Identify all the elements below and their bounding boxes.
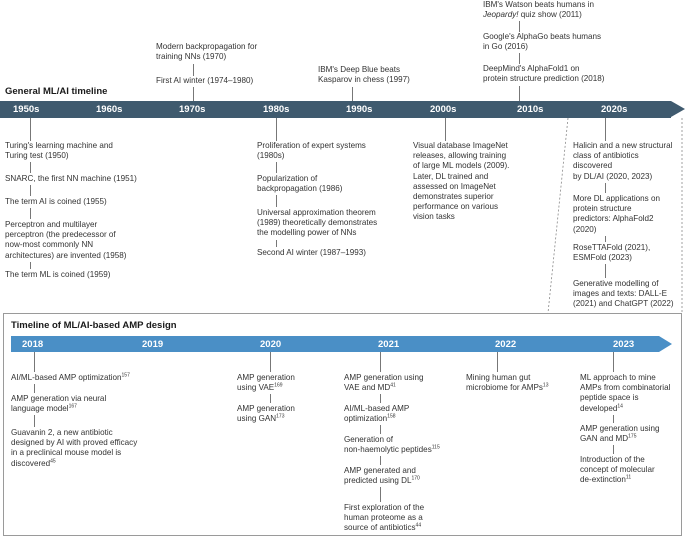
event-backprop-1970: Modern backpropagation for training NNs (1970)	[156, 42, 258, 62]
connector-line	[276, 162, 277, 173]
connector-line	[613, 445, 614, 454]
amp-event-2022: Mining human gut microbiome for AMPs$^{13}$	[466, 373, 549, 393]
amp-timeline-bar	[11, 336, 659, 352]
connector-line	[270, 394, 271, 403]
amp-event-2021: AMP generated and predicted using DL$^{170}$	[344, 466, 420, 486]
amp-event-2023: Introduction of the concept of molecular de-extinction$^{11}$	[580, 455, 655, 485]
decade-label: 1990s	[346, 104, 373, 115]
connector-line	[380, 456, 381, 465]
amp-event-2020: AMP generation using VAE$^{169}$	[237, 373, 295, 393]
amp-event-2018: Guavanin 2, a new antibiotic designed by AI with proved efficacy in a preclinical mouse model is discovered$^{45}$	[11, 428, 138, 468]
connector-line	[30, 185, 31, 196]
decade-label: 2020s	[601, 104, 628, 115]
connector-line	[380, 352, 381, 372]
amp-event-2018: AI/ML-based AMP optimization$^{157}$	[11, 372, 130, 382]
connector-line	[380, 487, 381, 502]
event-imagenet: Visual database ImageNet releases, allowing training of large ML models (2009). Later, DL trained and assessed on ImageNet demonstrates superior performance on various vision tasks	[413, 141, 510, 222]
connector-line	[270, 352, 271, 372]
event-1980s: Popularization of backpropagation (1986)	[257, 174, 343, 194]
amp-event-2021: Generation of non-haemolytic peptides$^{115}$	[344, 435, 440, 455]
event-alphafold1: DeepMind's AlphaFold1 on protein structure prediction (2018)	[483, 64, 605, 84]
connector-line	[613, 415, 614, 423]
connector-line	[276, 195, 277, 207]
connector-line	[605, 118, 606, 141]
connector-line	[34, 384, 35, 393]
amp-event-2020: AMP generation using GAN$^{173}$	[237, 404, 295, 424]
year-label: 2020	[260, 339, 282, 350]
event-1980s: Universal approximation theorem (1989) theoretically demonstrates the modelling power of NNs	[257, 208, 378, 238]
event-1950s: The term ML is coined (1959)	[5, 270, 111, 279]
connector-line	[30, 208, 31, 219]
event-deep-blue: IBM's Deep Blue beats Kasparov in chess (1997)	[318, 65, 410, 85]
amp-event-2021: First exploration of the human proteome as a source of antibiotics$^{44}$	[344, 503, 425, 533]
connector-line	[380, 425, 381, 434]
decade-label: 2010s	[517, 104, 544, 115]
amp-timeline-title: Timeline of ML/AI-based AMP design	[11, 320, 177, 331]
decade-label: 1970s	[179, 104, 206, 115]
amp-event-2023: ML approach to mine AMPs from combinatorial peptide space is developed$^{14}$	[580, 373, 671, 413]
connector-line	[613, 352, 614, 372]
connector-line	[30, 162, 31, 173]
event-2020s: Generative modelling of images and texts: DALL-E (2021) and ChatGPT (2022)	[573, 279, 674, 309]
connector-line	[193, 87, 194, 101]
connector-line	[605, 236, 606, 242]
connector-line	[605, 264, 606, 278]
connector-line	[276, 240, 277, 247]
general-timeline-arrowhead	[671, 101, 685, 117]
connector-line	[276, 118, 277, 141]
amp-event-2018: AMP generation via neural language model$^{167}$	[11, 394, 107, 414]
connector-line	[497, 352, 498, 372]
connector-line	[30, 262, 31, 269]
event-1950s: The term AI is coined (1955)	[5, 197, 107, 206]
event-1980s: Proliferation of expert systems (1980s)	[257, 141, 366, 161]
decade-label: 1980s	[263, 104, 290, 115]
event-1950s: Perceptron and multilayer perceptron (the predecessor of now-most commonly NN architectures) are invented (1958)	[5, 220, 127, 260]
year-label: 2023	[613, 339, 635, 350]
zoom-guide-left	[548, 118, 568, 313]
connector-line	[519, 86, 520, 101]
amp-event-2021: AI/ML-based AMP optimization$^{158}$	[344, 404, 410, 424]
year-label: 2019	[142, 339, 164, 350]
event-1980s: Second AI winter (1987–1993)	[257, 248, 366, 257]
general-timeline-title: General ML/AI timeline	[5, 86, 108, 97]
event-watson-jeopardy: IBM's Watson beats humans in Jeopardy! quiz show (2011)	[483, 0, 595, 20]
event-1950s: SNARC, the first NN machine (1951)	[5, 174, 137, 183]
amp-timeline-arrowhead	[659, 336, 672, 352]
event-first-ai-winter: First AI winter (1974–1980)	[156, 76, 254, 85]
connector-line	[34, 415, 35, 427]
event-alphago: Google's AlphaGo beats humans in Go (2016)	[483, 32, 602, 52]
event-1950s: Turing's learning machine and Turing test (1950)	[5, 141, 113, 161]
amp-event-2021: AMP generation using VAE and MD$^{41}$	[344, 373, 424, 393]
connector-line	[605, 183, 606, 193]
event-2020s: Halicin and a new structural class of antibiotics discovered by DL/AI (2020, 2023)	[573, 141, 673, 181]
year-label: 2022	[495, 339, 517, 350]
year-label: 2021	[378, 339, 400, 350]
event-2020s: More DL applications on protein structure predictors: AlphaFold2 (2020)	[573, 194, 660, 234]
connector-line	[380, 394, 381, 403]
connector-line	[519, 21, 520, 32]
connector-line	[519, 53, 520, 64]
decade-label: 2000s	[430, 104, 457, 115]
event-2020s: RoseTTAFold (2021), ESMFold (2023)	[573, 243, 651, 263]
connector-line	[34, 352, 35, 372]
decade-label: 1950s	[13, 104, 40, 115]
connector-line	[445, 118, 446, 141]
connector-line	[352, 87, 353, 101]
connector-line	[193, 64, 194, 76]
decade-label: 1960s	[96, 104, 123, 115]
amp-event-2023: AMP generation using GAN and MD$^{175}$	[580, 424, 660, 444]
connector-line	[30, 118, 31, 141]
year-label: 2018	[22, 339, 44, 350]
